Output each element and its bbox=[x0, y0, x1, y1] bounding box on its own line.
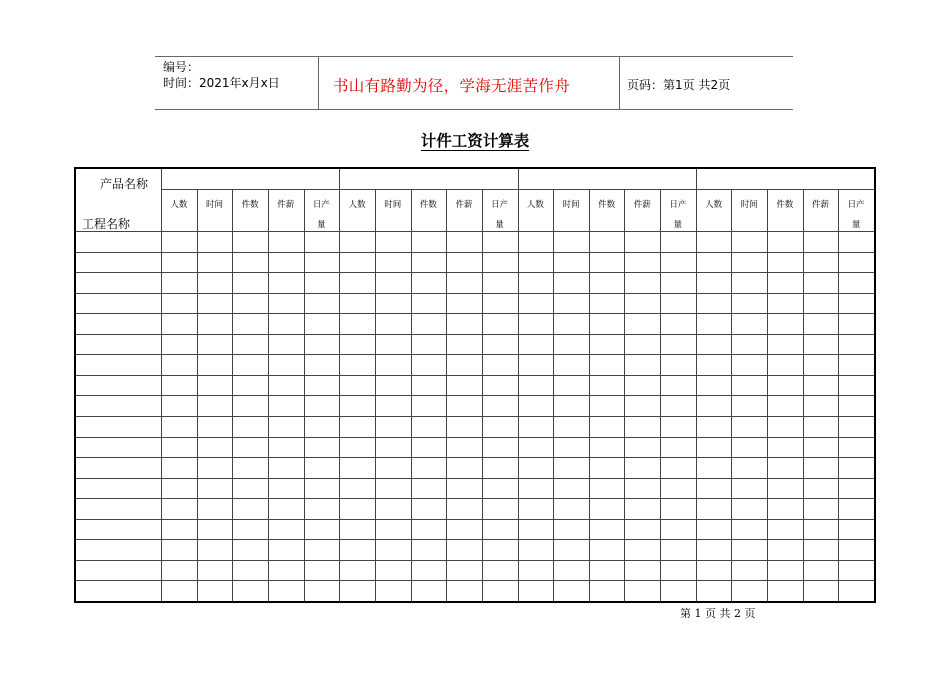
table-column-line bbox=[624, 189, 625, 601]
table-column-line bbox=[767, 189, 768, 601]
column-header-line: 日产 bbox=[491, 200, 509, 210]
column-header: 件数 bbox=[241, 200, 259, 210]
column-header-line: 日产 bbox=[669, 200, 687, 210]
table-column-line bbox=[304, 189, 305, 601]
process-name-label: 工程名称 bbox=[82, 217, 131, 231]
table-column-line bbox=[731, 189, 732, 601]
table-column-line bbox=[268, 189, 269, 601]
column-header-line: 量 bbox=[317, 220, 326, 230]
table-column-line bbox=[553, 189, 554, 601]
document-date: 时间：2021年x月x日 bbox=[163, 76, 280, 90]
column-header bbox=[304, 195, 340, 235]
table-column-line bbox=[411, 189, 412, 601]
column-header: 时间 bbox=[740, 200, 758, 210]
column-header: 件薪 bbox=[812, 200, 830, 210]
column-header: 件数 bbox=[776, 200, 794, 210]
table-column-line bbox=[589, 189, 590, 601]
column-header: 件数 bbox=[598, 200, 616, 210]
column-header: 件数 bbox=[419, 200, 437, 210]
page-title-text: 计件工资计算表 bbox=[420, 132, 530, 150]
table-column-line bbox=[660, 189, 661, 601]
page-info: 页码：第1页 共2页 bbox=[627, 78, 731, 92]
column-header-line: 日产 bbox=[312, 200, 330, 210]
document-number-label: 编号： bbox=[163, 60, 200, 74]
column-header bbox=[482, 195, 518, 235]
column-header bbox=[660, 195, 696, 235]
table-column-line bbox=[446, 189, 447, 601]
header-top-line bbox=[155, 56, 793, 57]
group-divider-line bbox=[339, 169, 340, 189]
column-header bbox=[838, 195, 874, 235]
column-header-line: 量 bbox=[851, 220, 861, 230]
page-title bbox=[0, 129, 950, 151]
table-column-line bbox=[696, 189, 697, 601]
table-column-line bbox=[232, 189, 233, 601]
group-divider-line bbox=[696, 169, 697, 189]
column-header: 件薪 bbox=[633, 200, 651, 210]
product-name-label: 产品名称 bbox=[100, 177, 149, 191]
piecework-wage-table bbox=[74, 167, 876, 603]
column-header: 时间 bbox=[562, 200, 580, 210]
column-header: 人数 bbox=[705, 200, 723, 210]
table-column-line bbox=[375, 189, 376, 601]
column-header: 人数 bbox=[170, 200, 188, 210]
table-column-line bbox=[838, 189, 839, 601]
column-header: 件薪 bbox=[277, 200, 295, 210]
motto-text: 书山有路勤为径，学海无涯苦作舟 bbox=[333, 77, 571, 95]
table-column-line bbox=[339, 189, 340, 601]
column-header-line: 日产 bbox=[847, 200, 865, 210]
header-divider-right bbox=[619, 56, 620, 109]
column-header: 人数 bbox=[526, 200, 544, 210]
header-bottom-line bbox=[155, 109, 793, 110]
column-header: 人数 bbox=[348, 200, 366, 210]
column-header: 时间 bbox=[384, 200, 402, 210]
column-header: 时间 bbox=[205, 200, 223, 210]
page-footer: 第 1 页 共 2 页 bbox=[680, 607, 756, 620]
table-column-line bbox=[197, 189, 198, 601]
label-column-line bbox=[161, 169, 162, 601]
header-divider-left bbox=[318, 56, 319, 109]
table-column-line bbox=[803, 189, 804, 601]
table-column-line bbox=[518, 189, 519, 601]
table-column-line bbox=[482, 189, 483, 601]
group-divider-line bbox=[518, 169, 519, 189]
column-header: 件薪 bbox=[455, 200, 473, 210]
column-header-line: 量 bbox=[495, 220, 504, 230]
column-header-line: 量 bbox=[673, 220, 683, 230]
